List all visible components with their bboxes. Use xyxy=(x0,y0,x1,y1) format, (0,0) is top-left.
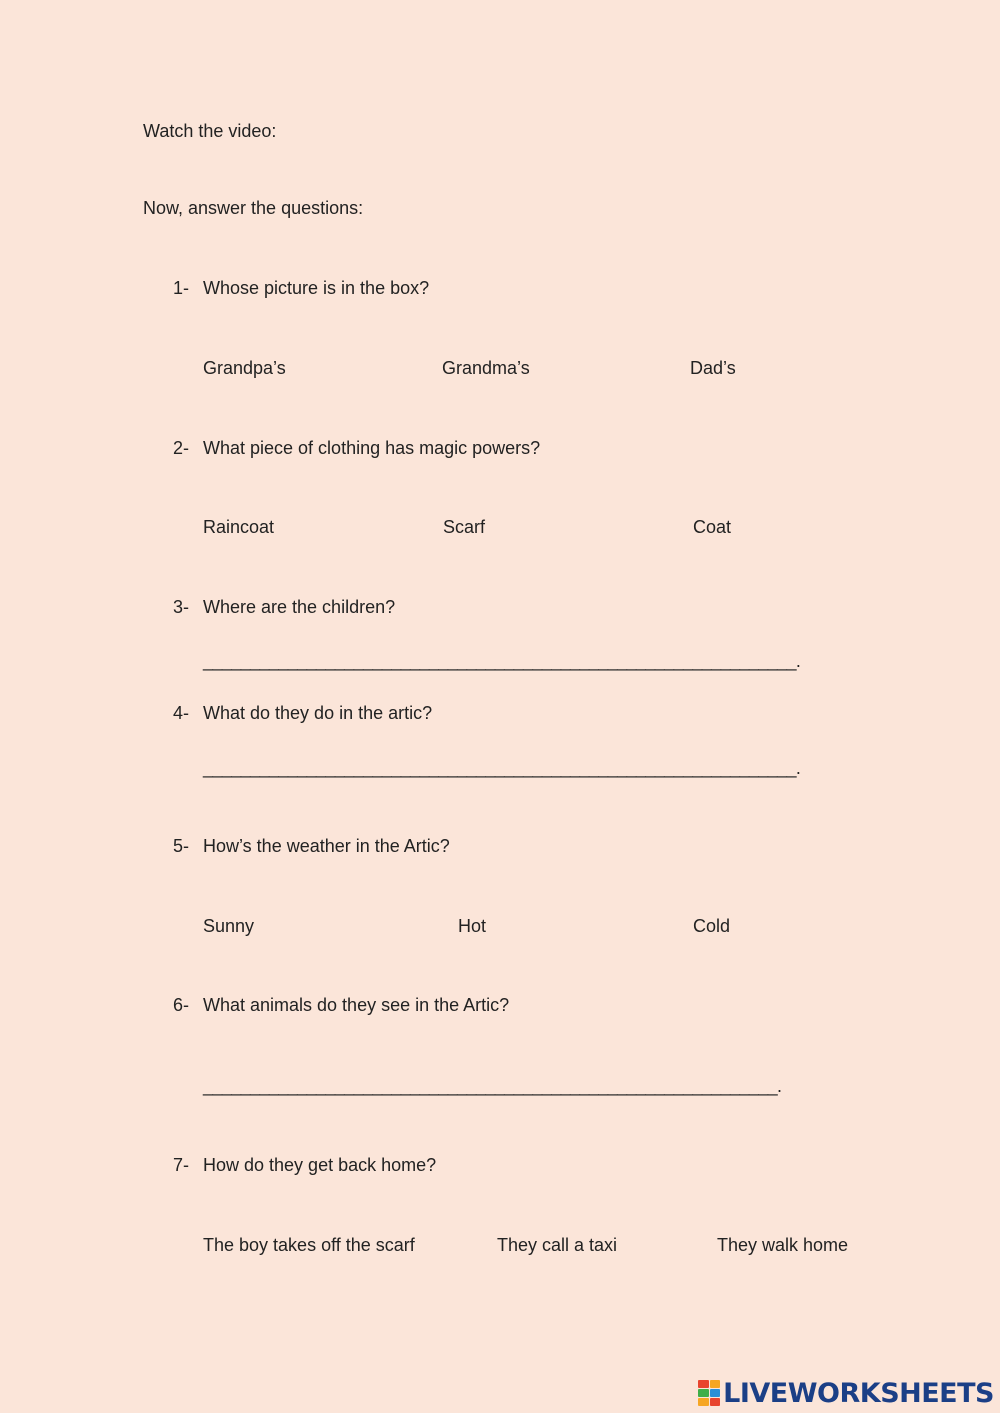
answer-option[interactable]: Scarf xyxy=(443,517,486,537)
answer-option[interactable]: Coat xyxy=(693,517,732,537)
question-text: How’s the weather in the Artic? xyxy=(203,836,450,856)
answer-option[interactable]: Grandpa’s xyxy=(203,358,286,378)
answer-option[interactable]: Sunny xyxy=(203,916,255,936)
answer-option[interactable]: Hot xyxy=(458,916,487,936)
question-text: Whose picture is in the box? xyxy=(203,278,430,298)
answer-option[interactable]: They walk home xyxy=(717,1235,849,1255)
question-number: 6- xyxy=(173,995,190,1015)
watch-video-instruction: Watch the video: xyxy=(143,121,277,141)
question-text: Where are the children? xyxy=(203,597,396,617)
answer-option[interactable]: Dad’s xyxy=(690,358,736,378)
answer-option[interactable]: They call a taxi xyxy=(497,1235,618,1255)
question-text: What do they do in the artic? xyxy=(203,703,433,723)
answer-option[interactable]: Cold xyxy=(693,916,731,936)
answer-option[interactable]: Raincoat xyxy=(203,517,275,537)
question-number: 1- xyxy=(173,278,190,298)
answer-blank-line[interactable]: _______________________________________________________________. xyxy=(203,758,801,778)
answer-option[interactable]: Grandma’s xyxy=(442,358,530,378)
answer-blank-line[interactable]: _______________________________________________________________. xyxy=(203,651,801,671)
answer-blank-line[interactable]: _____________________________________________________________. xyxy=(203,1076,782,1096)
answer-option[interactable]: The boy takes off the scarf xyxy=(203,1235,415,1255)
question-number: 4- xyxy=(173,703,190,723)
liveworksheets-logo xyxy=(698,1376,994,1410)
answer-questions-instruction: Now, answer the questions: xyxy=(143,198,364,218)
question-text: How do they get back home? xyxy=(203,1155,437,1175)
question-number: 7- xyxy=(173,1155,190,1175)
question-text: What piece of clothing has magic powers? xyxy=(203,438,541,458)
question-text: What animals do they see in the Artic? xyxy=(203,995,510,1015)
question-number: 2- xyxy=(173,438,190,458)
liveworksheets-logo-icon xyxy=(698,1380,720,1406)
liveworksheets-logo-text: LIVEWORKSHEETS xyxy=(723,1377,994,1409)
question-number: 5- xyxy=(173,836,190,856)
question-number: 3- xyxy=(173,597,190,617)
